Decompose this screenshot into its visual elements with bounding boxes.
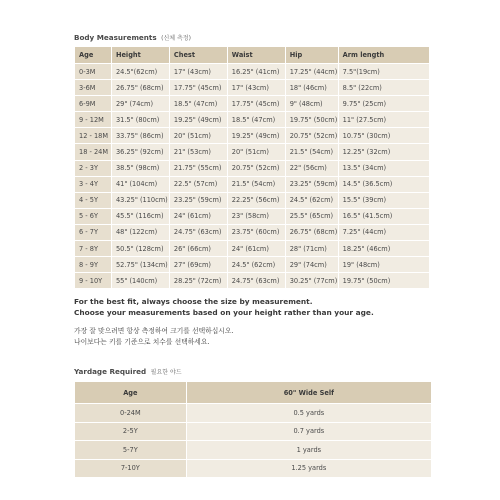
measurement-cell: 17" (43cm)	[169, 64, 227, 80]
age-cell: 0-3M	[75, 64, 112, 80]
table-row	[75, 128, 430, 144]
age-cell: 3 - 4Y	[75, 176, 112, 192]
measurement-cell: 33.75" (86cm)	[111, 128, 169, 144]
measurement-cell: 27" (69cm)	[169, 257, 227, 273]
measurement-cell: 9.75" (25cm)	[338, 96, 429, 112]
table-row	[75, 241, 430, 257]
header-arm-length: Arm length	[338, 47, 429, 64]
age-cell: 3-6M	[75, 80, 112, 96]
measurement-cell: 20.75" (52cm)	[227, 160, 285, 176]
yardage-amount-cell: 1.25 yards	[186, 459, 431, 478]
fit-note-ko-2: 나이보다는 키를 기준으로 치수를 선택하세요.	[74, 338, 210, 346]
measurement-cell: 25.5" (65cm)	[285, 208, 338, 224]
measurement-cell: 52.75" (134cm)	[111, 257, 169, 273]
yardage-header-wide-self: 60" Wide Self	[186, 382, 431, 404]
measurement-cell: 20" (51cm)	[169, 128, 227, 144]
measurement-cell: 29" (74cm)	[285, 257, 338, 273]
age-cell: 9 - 10Y	[75, 273, 112, 289]
measurement-cell: 43.25" (110cm)	[111, 192, 169, 208]
measurement-cell: 29" (74cm)	[111, 96, 169, 112]
header-waist: Waist	[227, 47, 285, 64]
measurement-cell: 24.75" (63cm)	[227, 273, 285, 289]
age-cell: 2 - 3Y	[75, 160, 112, 176]
table-row	[75, 160, 430, 176]
measurement-cell: 20.75" (52cm)	[285, 128, 338, 144]
measurement-cell: 31.5" (80cm)	[111, 112, 169, 128]
header-hip: Hip	[285, 47, 338, 64]
body-measurements-title-ko: (신체 측정)	[161, 35, 191, 42]
yardage-age-cell: 5-7Y	[75, 441, 187, 460]
age-cell: 8 - 9Y	[75, 257, 112, 273]
yardage-header-age: Age	[75, 382, 187, 404]
measurement-cell: 19.25" (49cm)	[169, 112, 227, 128]
measurement-cell: 7.5"(19cm)	[338, 64, 429, 80]
measurement-cell: 36.25" (92cm)	[111, 144, 169, 160]
table-row	[75, 80, 430, 96]
measurement-cell: 21.5" (54cm)	[285, 144, 338, 160]
measurement-cell: 50.5" (128cm)	[111, 241, 169, 257]
age-cell: 6 - 7Y	[75, 224, 112, 240]
measurement-cell: 7.25" (44cm)	[338, 224, 429, 240]
header-height: Height	[111, 47, 169, 64]
yardage-amount-cell: 0.7 yards	[186, 422, 431, 441]
age-cell: 9 - 12M	[75, 112, 112, 128]
measurement-cell: 23.25" (59cm)	[169, 192, 227, 208]
measurement-cell: 17" (43cm)	[227, 80, 285, 96]
measurement-cell: 16.5" (41.5cm)	[338, 208, 429, 224]
measurement-cell: 48" (122cm)	[111, 224, 169, 240]
yardage-age-cell: 2-5Y	[75, 422, 187, 441]
table-row	[75, 176, 430, 192]
measurement-cell: 21.75" (55cm)	[169, 160, 227, 176]
yardage-age-cell: 0-24M	[75, 404, 187, 423]
measurement-cell: 18" (46cm)	[285, 80, 338, 96]
measurement-cell: 18.5" (47cm)	[169, 96, 227, 112]
measurement-cell: 19.25" (49cm)	[227, 128, 285, 144]
measurement-cell: 19" (48cm)	[338, 257, 429, 273]
table-row	[75, 441, 432, 460]
measurement-cell: 28.25" (72cm)	[169, 273, 227, 289]
measurement-cell: 17.75" (45cm)	[227, 96, 285, 112]
yardage-title-ko: 필요한 야드	[150, 369, 182, 376]
measurement-cell: 41" (104cm)	[111, 176, 169, 192]
measurement-cell: 30.25" (77cm)	[285, 273, 338, 289]
body-measurements-title	[74, 33, 191, 42]
measurement-cell: 23.25" (59cm)	[285, 176, 338, 192]
table-row	[75, 224, 430, 240]
header-age: Age	[75, 47, 112, 64]
age-cell: 5 - 6Y	[75, 208, 112, 224]
measurement-cell: 23.75" (60cm)	[227, 224, 285, 240]
measurement-cell: 26" (66cm)	[169, 241, 227, 257]
table-row	[75, 208, 430, 224]
table-row	[75, 257, 430, 273]
age-cell: 12 - 18M	[75, 128, 112, 144]
measurement-cell: 21.5" (54cm)	[227, 176, 285, 192]
measurement-cell: 18.25" (46cm)	[338, 241, 429, 257]
table-row	[75, 273, 430, 289]
table-row	[75, 96, 430, 112]
measurement-cell: 24.5" (62cm)	[285, 192, 338, 208]
measurement-cell: 18.5" (47cm)	[227, 112, 285, 128]
table-row	[75, 422, 432, 441]
measurement-cell: 26.75" (68cm)	[285, 224, 338, 240]
measurement-cell: 23" (58cm)	[227, 208, 285, 224]
measurement-cell: 15.5" (39cm)	[338, 192, 429, 208]
measurement-cell: 13.5" (34cm)	[338, 160, 429, 176]
table-header-row	[75, 47, 430, 64]
measurement-cell: 24" (61cm)	[227, 241, 285, 257]
measurement-cell: 14.5" (36.5cm)	[338, 176, 429, 192]
measurement-cell: 16.25" (41cm)	[227, 64, 285, 80]
table-row	[75, 459, 432, 478]
table-row	[75, 404, 432, 423]
measurement-cell: 10.75" (30cm)	[338, 128, 429, 144]
table-row	[75, 112, 430, 128]
yardage-table	[74, 381, 432, 478]
measurement-cell: 24.5"(62cm)	[111, 64, 169, 80]
measurement-cell: 38.5" (98cm)	[111, 160, 169, 176]
header-chest: Chest	[169, 47, 227, 64]
measurement-cell: 8.5" (22cm)	[338, 80, 429, 96]
measurement-cell: 17.75" (45cm)	[169, 80, 227, 96]
measurement-cell: 24.5" (62cm)	[227, 257, 285, 273]
table-row	[75, 144, 430, 160]
measurement-cell: 28" (71cm)	[285, 241, 338, 257]
measurement-cell: 26.75" (68cm)	[111, 80, 169, 96]
yardage-age-cell: 7-10Y	[75, 459, 187, 478]
measurement-cell: 19.75" (50cm)	[338, 273, 429, 289]
measurement-cell: 45.5" (116cm)	[111, 208, 169, 224]
measurement-cell: 24.75" (63cm)	[169, 224, 227, 240]
yardage-header-row	[75, 382, 432, 404]
age-cell: 7 - 8Y	[75, 241, 112, 257]
fit-note-en-1: For the best fit, always choose the size by measurement.	[74, 297, 313, 306]
measurement-cell: 22.25" (56cm)	[227, 192, 285, 208]
yardage-title	[74, 367, 182, 376]
age-cell: 6-9M	[75, 96, 112, 112]
measurement-cell: 17.25" (44cm)	[285, 64, 338, 80]
table-row	[75, 192, 430, 208]
measurement-cell: 20" (51cm)	[227, 144, 285, 160]
fit-note-en-2: Choose your measurements based on your height rather than your age.	[74, 308, 374, 317]
measurement-cell: 22" (56cm)	[285, 160, 338, 176]
yardage-amount-cell: 1 yards	[186, 441, 431, 460]
measurement-cell: 55" (140cm)	[111, 273, 169, 289]
body-measurements-title-en: Body Measurements	[74, 33, 157, 42]
body-measurements-table	[74, 46, 430, 289]
measurement-cell: 12.25" (32cm)	[338, 144, 429, 160]
age-cell: 18 - 24M	[75, 144, 112, 160]
fit-note-ko-1: 가장 잘 맞으려면 항상 측정하여 크기를 선택하십시오.	[74, 327, 234, 335]
measurement-cell: 11" (27.5cm)	[338, 112, 429, 128]
measurement-cell: 19.75" (50cm)	[285, 112, 338, 128]
table-row	[75, 64, 430, 80]
yardage-amount-cell: 0.5 yards	[186, 404, 431, 423]
yardage-title-en: Yardage Required	[74, 367, 147, 376]
measurement-cell: 9" (48cm)	[285, 96, 338, 112]
age-cell: 4 - 5Y	[75, 192, 112, 208]
measurement-cell: 22.5" (57cm)	[169, 176, 227, 192]
measurement-cell: 24" (61cm)	[169, 208, 227, 224]
measurement-cell: 21" (53cm)	[169, 144, 227, 160]
